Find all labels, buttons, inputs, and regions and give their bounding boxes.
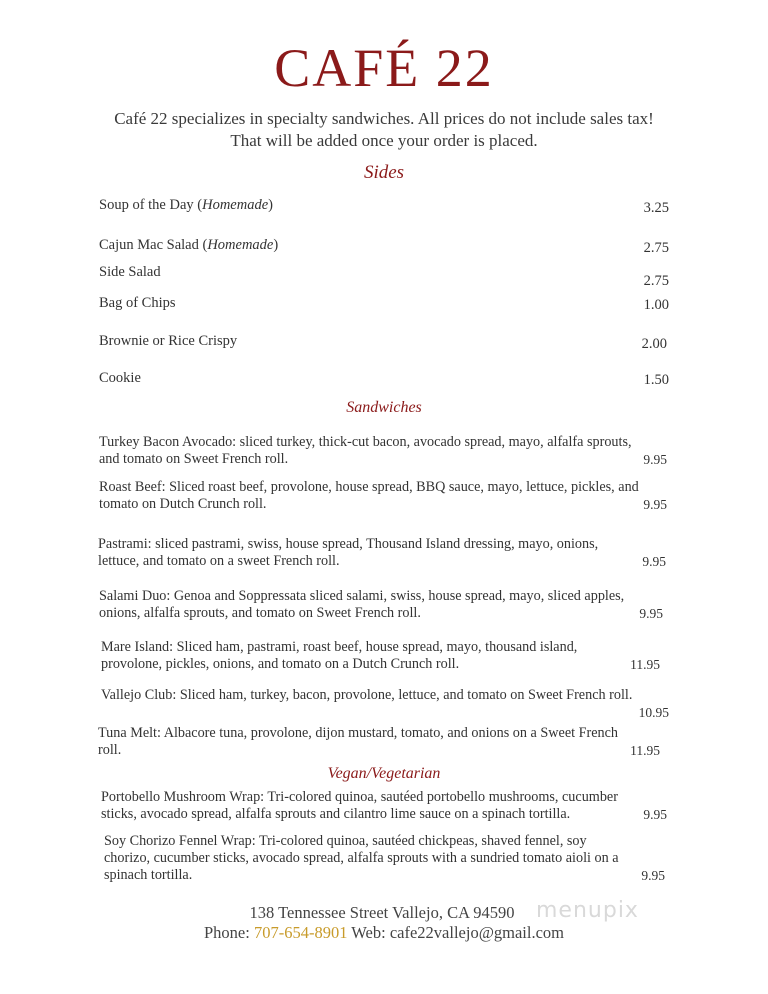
menu-item: Pastrami: sliced pastrami, swiss, house spread, Thousand Island dressing, mayo, onions, lettuce, and tomato on a sweet French roll. 9.95 — [98, 536, 666, 569]
item-price: 10.95 — [638, 705, 669, 720]
side-item-name: Soup of the Day (Homemade) — [99, 197, 273, 213]
item-price: 11.95 — [630, 657, 660, 672]
menu-item: Tuna Melt: Albacore tuna, provolone, dijon mustard, tomato, and onions on a Sweet French roll. 11.95 — [98, 725, 660, 758]
item-price: 9.95 — [642, 554, 666, 569]
section-heading-vegan: Vegan/Vegetarian — [327, 765, 441, 782]
menu-item: Turkey Bacon Avocado: sliced turkey, thick-cut bacon, avocado spread, mayo, alfalfa sprouts, and tomato on Sweet French roll. 9.95 — [99, 434, 667, 467]
menu-item: Soy Chorizo Fennel Wrap: Tri-colored quinoa, sautéed chickpeas, shaved fennel, soy chorizo, cucumber sticks, avocado spread, alfalfa sprouts with a sundried tomato aioli on a spinach tortilla. 9.95 — [104, 833, 665, 883]
intro-line-2: That will be added once your order is placed. — [230, 131, 538, 150]
side-item-name: Side Salad — [99, 264, 161, 280]
item-price: 9.95 — [643, 497, 667, 512]
side-item-name: Cajun Mac Salad (Homemade) — [99, 237, 279, 253]
menupix-watermark: menupix — [536, 898, 639, 923]
item-price: 9.95 — [643, 807, 667, 822]
item-price: 11.95 — [630, 743, 660, 758]
item-price: 9.95 — [639, 606, 663, 621]
footer-address: 138 Tennessee Street Vallejo, CA 94590 — [249, 903, 515, 922]
menu-item: Mare Island: Sliced ham, pastrami, roast beef, house spread, mayo, thousand island, provolone, pickles, onions, and tomato on a Dutch Crunch roll. 11.95 — [101, 639, 660, 672]
side-item-price: 3.25 — [643, 200, 669, 216]
footer-contact: Phone: 707-654-8901 Web: cafe22vallejo@gmail.com — [203, 923, 564, 942]
intro-line-1: Café 22 specializes in specialty sandwiches. All prices do not include sales tax! — [114, 109, 654, 128]
section-heading-sandwiches: Sandwiches — [346, 399, 422, 416]
item-price: 9.95 — [641, 868, 665, 883]
side-item-name: Cookie — [99, 370, 141, 386]
menu-item: Portobello Mushroom Wrap: Tri-colored quinoa, sautéed portobello mushrooms, cucumber sticks, avocado spread, alfalfa sprouts and cilantro lime sauce on a spinach tortilla. 9.95 — [101, 789, 667, 822]
menu-item: Salami Duo: Genoa and Soppressata sliced salami, swiss, house spread, mayo, sliced apples, onions, alfalfa sprouts, and tomato on Sweet French roll. 9.95 — [99, 588, 663, 621]
cafe-title: CAFÉ 22 — [274, 38, 494, 98]
section-heading-sides: Sides — [363, 162, 405, 183]
menu-item: Roast Beef: Sliced roast beef, provolone, house spread, BBQ sauce, mayo, lettuce, pickles, and tomato on Dutch Crunch roll. 9.95 — [99, 479, 667, 512]
intro-text — [60, 108, 708, 152]
side-item-price: 2.75 — [643, 273, 669, 289]
side-item-price: 2.75 — [643, 240, 669, 256]
menu-item: Vallejo Club: Sliced ham, turkey, bacon, provolone, lettuce, and tomato on Sweet French roll. 10.95 — [101, 687, 669, 720]
footer-email: cafe22vallejo@gmail.com — [389, 923, 564, 942]
side-item-price: 2.00 — [641, 336, 667, 352]
side-item-name: Brownie or Rice Crispy — [99, 333, 238, 349]
footer-phone: 707-654-8901 — [253, 923, 348, 942]
side-item-price: 1.00 — [643, 297, 669, 313]
item-price: 9.95 — [643, 452, 667, 467]
side-item-name: Bag of Chips — [99, 295, 176, 311]
side-item-price: 1.50 — [643, 372, 669, 388]
